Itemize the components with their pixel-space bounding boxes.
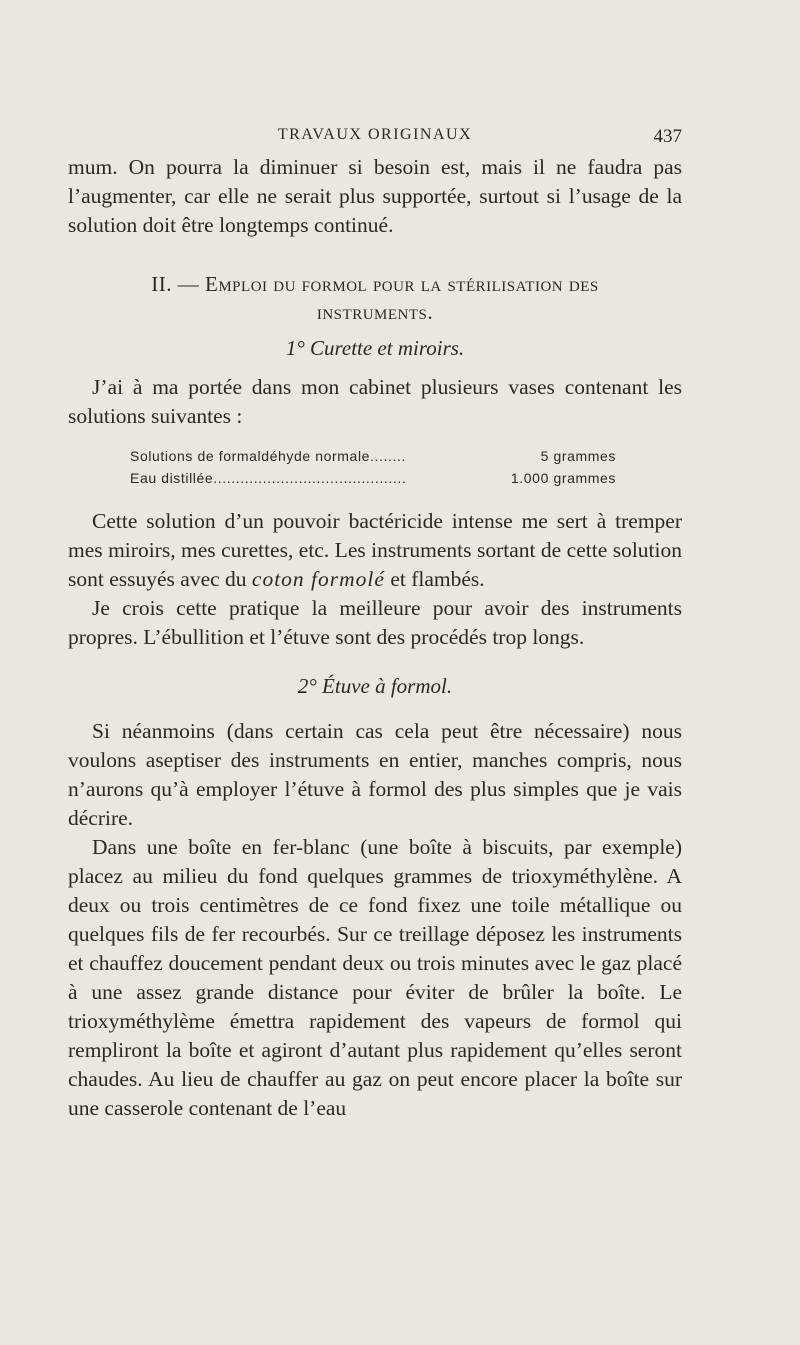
table-row-label: Eau distillée........................................... [130,470,407,486]
page-number: 437 [653,126,682,147]
paragraph-3-start: Cette solution d’un pouvoir bactéricide intense me sert à tremper mes miroirs, mes curettes, etc. Les instruments sortant de cette solution sont essuyés avec du [68,509,682,591]
paragraph-6: Dans une boîte en fer-blanc (une boîte à biscuits, par exemple) placez au milieu du fond quelques grammes de trioxyméthylène. A deux ou trois centimètres de ce fond fixez une toile métallique ou quelques fils de fer recourbés. Sur ce treillage déposez les instruments et chauffez doucement pendant deux ou trois minutes avec le gaz placé à une assez grande distance pour éviter de brûler la boîte. Le trioxyméthylème émettra rapidement des vapeurs de formol qui rempliront la boîte et agiront d’autant plus rapidement qu’elles seront chaudes. Au lieu de chauffer au gaz on peut encore placer la boîte sur une casserole contenant de l’eau [68,835,682,1120]
table-row [68,445,682,467]
running-title: TRAVAUX ORIGINAUX [277,126,473,143]
paragraph-3-italic: coton formolé [251,567,385,591]
paragraph-3-end: et flambés. [384,567,485,591]
body-text [68,153,682,1123]
table-row [68,467,682,489]
paragraph-3 [68,507,682,594]
solution-table [68,445,682,489]
subheading-curette-miroirs [68,334,682,363]
table-row-label: Solutions de formaldéhyde normale........ [130,448,406,464]
table-row-value: 5 grammes [540,448,616,464]
section-heading [68,270,682,326]
subheading-1-text: 1° Curette et miroirs. [285,336,465,360]
section-heading-line-1: II. — Emploi du formol pour la stérilisation des [151,272,599,296]
paragraph-5: Si néanmoins (dans certain cas cela peut être nécessaire) nous voulons aseptiser des instruments en entier, manches compris, nous n’aurons qu’à employer l’étuve à formol des plus simples que je vais décrire. [68,719,682,830]
paragraph-2: J’ai à ma portée dans mon cabinet plusieurs vases contenant les solutions suivantes : [68,375,682,428]
subheading-2-text: 2° Étuve à formol. [297,674,453,698]
paragraph-1: mum. On pourra la diminuer si besoin est, mais il ne faudra pas l’augmenter, car elle ne serait plus supportée, surtout si l’usage de la solution doit être longtemps continué. [68,155,682,237]
paragraph-4: Je crois cette pratique la meilleure pour avoir des instruments propres. L’ébullition et l’étuve sont des procédés trop longs. [68,596,682,649]
subheading-etuve-formol [68,672,682,701]
page-header [68,122,682,152]
section-heading-line-2: instruments. [316,300,434,324]
table-row-value: 1.000 grammes [510,470,616,486]
